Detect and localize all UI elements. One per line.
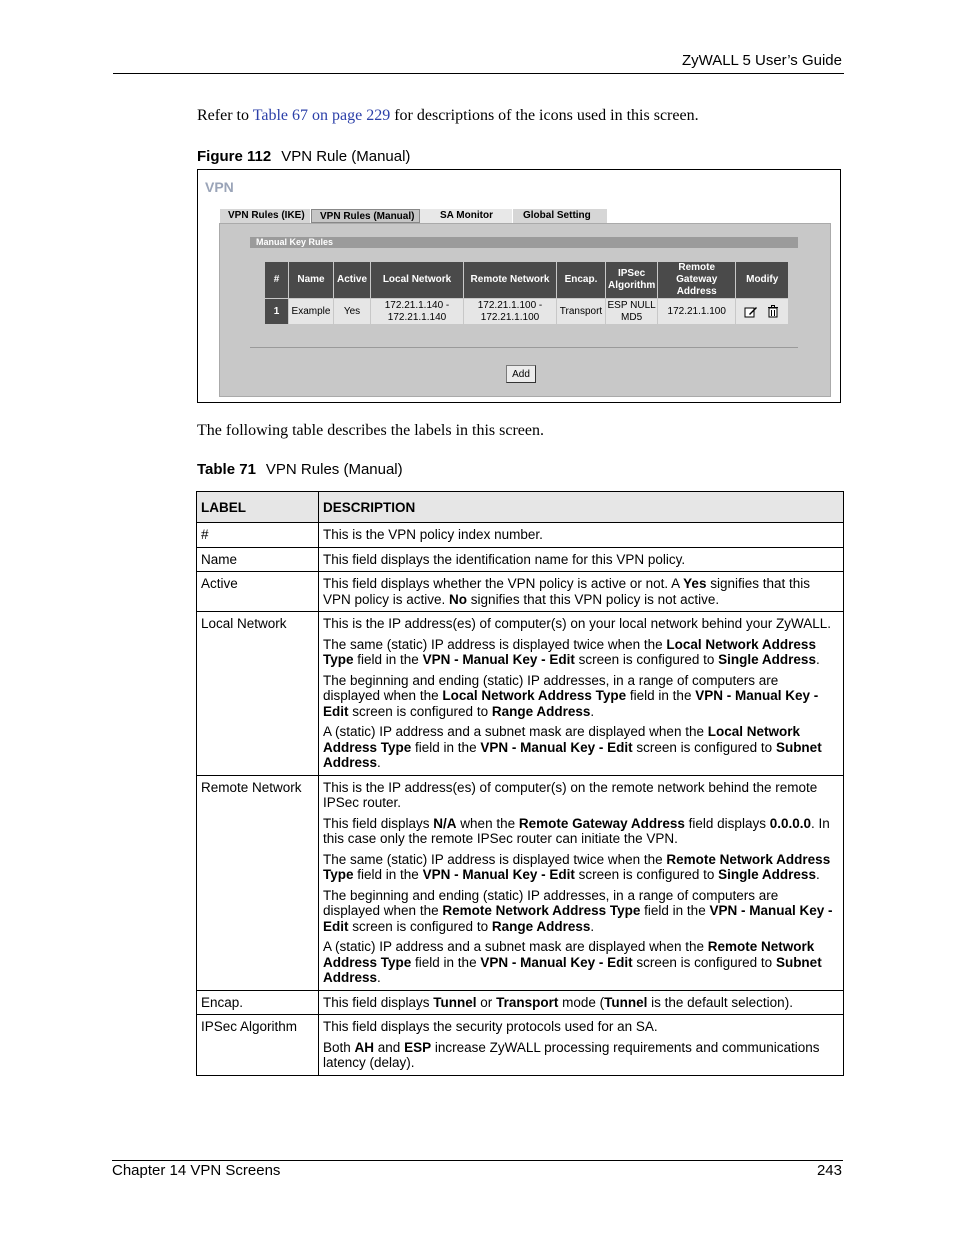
tab-vpn-rules-ike[interactable]: VPN Rules (IKE)	[220, 209, 311, 223]
bold-term: Subnet Address	[323, 954, 822, 985]
text-run: field in the	[411, 739, 481, 755]
text-run: The same (static) IP address is displayed twice when the	[323, 636, 667, 652]
vpn-panel	[219, 223, 831, 397]
text-run: This field displays	[323, 994, 434, 1010]
figure-caption	[197, 148, 410, 165]
following-text: The following table describes the labels in this screen.	[197, 422, 545, 439]
bold-term: VPN - Manual Key - Edit	[480, 954, 633, 970]
description-paragraph	[323, 637, 839, 668]
description-paragraph	[323, 552, 839, 568]
text-run: field in the	[353, 867, 423, 882]
text-run: The same (static) IP address is displayed twice when the	[323, 851, 667, 867]
text-run: .	[377, 755, 381, 770]
cell-index: 1	[265, 299, 289, 325]
row-label: Name	[197, 547, 319, 572]
bold-term: N/A	[433, 815, 457, 831]
table-row	[197, 775, 844, 990]
description-paragraph	[323, 888, 839, 935]
bold-term: Single Address	[718, 867, 816, 882]
table-row	[197, 523, 844, 548]
col-name: Name	[289, 262, 334, 299]
table-row	[197, 612, 844, 776]
row-label: #	[197, 523, 319, 548]
bold-term: Tunnel	[433, 994, 477, 1010]
description-paragraph	[323, 780, 839, 811]
table-title: VPN Rules (Manual)	[265, 461, 403, 478]
text-run: field in the	[640, 903, 710, 918]
bold-term: Local Network Address Type	[442, 688, 627, 703]
vpn-screenshot	[197, 169, 841, 403]
row-description	[319, 990, 844, 1015]
figure-number: Figure 112	[197, 148, 272, 165]
cell-modify	[736, 299, 789, 325]
cell-encap: Transport	[557, 299, 606, 325]
text-run: .	[590, 703, 595, 719]
bold-term: VPN - Manual Key - Edit	[422, 867, 575, 882]
algorithm-esp: ESP NULL	[607, 299, 656, 311]
text-run: screen is configured to	[348, 703, 492, 719]
intro-text: Refer to	[197, 107, 253, 124]
text-run: field displays	[684, 815, 770, 831]
intro-paragraph	[197, 107, 699, 125]
cell-gateway: 172.21.1.100	[658, 299, 736, 325]
text-run: and	[374, 1039, 405, 1055]
algorithm-auth: MD5	[621, 311, 643, 323]
bold-term: VPN - Manual Key - Edit	[323, 903, 833, 934]
desc-header-row	[197, 492, 844, 523]
bold-term: VPN - Manual Key - Edit	[422, 652, 575, 667]
text-run: This field displays whether the VPN policy is active or not. A	[323, 576, 684, 591]
text-run: field in the	[411, 954, 481, 970]
col-remote-network: Remote Network	[464, 262, 557, 299]
table-row	[197, 547, 844, 572]
remote-start: 172.21.1.100 -	[477, 299, 543, 311]
cell-algorithm	[606, 299, 658, 325]
bold-term: Remote Network Address Type	[323, 851, 831, 882]
bold-term: Tunnel	[604, 994, 648, 1010]
description-paragraph	[323, 995, 839, 1011]
manual-key-rules-bar: Manual Key Rules	[250, 237, 798, 248]
manual-rules-table	[264, 261, 789, 325]
col-index: #	[265, 262, 289, 299]
bold-term: VPN - Manual Key - Edit	[323, 688, 819, 719]
text-run: .	[815, 652, 820, 667]
col-local-network: Local Network	[371, 262, 464, 299]
col-ipsec-algorithm: IPSec Algorithm	[606, 262, 658, 299]
table-number: Table 71	[197, 461, 256, 478]
text-run: This is the IP address(es) of computer(s) on the remote network behind the remote IPSec router.	[323, 779, 818, 810]
table-caption	[197, 461, 403, 478]
row-description	[319, 612, 844, 776]
text-run: screen is configured to	[348, 918, 492, 934]
bold-term: Local Network Address Type	[323, 724, 800, 755]
tab-vpn-rules-manual[interactable]: VPN Rules (Manual)	[311, 209, 420, 223]
local-end: 172.21.1.140	[387, 311, 447, 323]
description-paragraph	[323, 527, 839, 543]
header-description: DESCRIPTION	[319, 492, 844, 523]
description-paragraph	[323, 576, 839, 607]
row-description	[319, 775, 844, 990]
intro-text-end: for descriptions of the icons used in this screen.	[390, 107, 699, 124]
table-row	[197, 572, 844, 612]
description-paragraph	[323, 852, 839, 883]
text-run: Both	[323, 1039, 355, 1055]
text-run: .	[377, 970, 381, 985]
page-number: 243	[816, 1162, 842, 1179]
row-label: IPSec Algorithm	[197, 1015, 319, 1076]
footer-chapter: Chapter 14 VPN Screens	[112, 1162, 281, 1179]
vpn-screen-title: VPN	[205, 179, 234, 195]
text-run: field in the	[353, 652, 423, 667]
row-label: Encap.	[197, 990, 319, 1015]
text-run: This field displays	[323, 815, 434, 831]
text-run: signifies that this VPN policy is not active.	[467, 591, 720, 607]
description-paragraph	[323, 673, 839, 720]
vpn-tabs	[220, 209, 608, 223]
bold-term: Yes	[683, 576, 707, 591]
cell-active: Yes	[334, 299, 371, 325]
bold-term: VPN - Manual Key - Edit	[480, 739, 633, 755]
bold-term: Remote Network Address Type	[442, 903, 641, 918]
bold-term: Range Address	[491, 918, 591, 934]
row-label: Remote Network	[197, 775, 319, 990]
text-run: .	[815, 867, 820, 882]
text-run: This field displays the identification name for this VPN policy.	[323, 551, 686, 567]
col-modify: Modify	[736, 262, 789, 299]
cell-local-network	[371, 299, 464, 325]
header-rule	[113, 73, 844, 74]
bold-term: Transport	[496, 994, 559, 1010]
description-paragraph	[323, 1019, 839, 1035]
header-label: LABEL	[197, 492, 319, 523]
col-encap: Encap.	[557, 262, 606, 299]
text-run: The beginning and ending (static) IP addresses, in a range of computers are displayed when the	[323, 887, 779, 918]
row-description	[319, 572, 844, 612]
text-run: screen is configured to	[574, 867, 719, 882]
bold-term: Range Address	[491, 703, 591, 719]
table-row	[265, 299, 789, 325]
text-run: . In this case only the remote IPSec router can initiate the VPN.	[323, 815, 830, 846]
bold-term: Subnet Address	[323, 739, 822, 770]
text-run: This is the VPN policy index number.	[323, 527, 543, 542]
edit-icon[interactable]	[744, 305, 758, 318]
table-row	[197, 1015, 844, 1076]
cell-name: Example	[289, 299, 334, 325]
cell-remote-network	[464, 299, 557, 325]
col-active: Active	[334, 262, 371, 299]
figure-title: VPN Rule (Manual)	[281, 148, 411, 165]
bold-term: ESP	[404, 1039, 432, 1055]
tab-sa-monitor[interactable]: SA Monitor	[420, 209, 513, 223]
text-run: screen is configured to	[632, 954, 776, 970]
row-label: Local Network	[197, 612, 319, 776]
add-button[interactable]: Add	[506, 365, 536, 383]
local-start: 172.21.1.140 -	[384, 299, 450, 311]
text-run: when the	[456, 815, 519, 831]
bold-term: Remote Network Address Type	[323, 939, 815, 970]
row-label: Active	[197, 572, 319, 612]
footer-rule	[112, 1160, 843, 1161]
panel-divider	[250, 347, 798, 348]
row-description	[319, 547, 844, 572]
text-run: .	[590, 918, 595, 934]
trash-icon[interactable]	[766, 305, 780, 318]
text-run: This field displays the security protocols used for an SA.	[323, 1019, 658, 1034]
table-header-row	[265, 262, 789, 299]
description-paragraph	[323, 1040, 839, 1071]
description-table	[196, 491, 844, 1076]
text-run: A (static) IP address and a subnet mask are displayed when the	[323, 724, 708, 739]
running-header: ZyWALL 5 User’s Guide	[681, 52, 842, 69]
description-paragraph	[323, 724, 839, 771]
text-run: is the default selection).	[647, 994, 793, 1010]
bold-term: Local Network Address Type	[323, 636, 816, 667]
text-run: The beginning and ending (static) IP addresses, in a range of computers are displayed when the	[323, 672, 779, 703]
bold-term: 0.0.0.0	[769, 815, 811, 831]
text-run: screen is configured to	[574, 652, 719, 667]
description-paragraph	[323, 816, 839, 847]
bold-term: Remote Gateway Address	[518, 815, 685, 831]
bold-term: Single Address	[718, 652, 816, 667]
text-run: screen is configured to	[632, 739, 776, 755]
tab-global-setting[interactable]: Global Setting	[513, 209, 608, 223]
description-paragraph	[323, 616, 839, 632]
table-67-link[interactable]: Table 67 on page 229	[252, 107, 391, 124]
text-run: signifies that this VPN policy is active.	[323, 576, 811, 607]
text-run: mode (	[558, 994, 605, 1010]
text-run: A (static) IP address and a subnet mask are displayed when the	[323, 939, 708, 954]
table-row	[197, 990, 844, 1015]
text-run: increase ZyWALL processing requirements and communications latency (delay).	[323, 1039, 820, 1070]
text-run: This is the IP address(es) of computer(s) on your local network behind your ZyWALL.	[323, 616, 831, 631]
bold-term: AH	[354, 1039, 375, 1055]
description-paragraph	[323, 939, 839, 986]
col-remote-gateway: Remote Gateway Address	[658, 262, 736, 299]
bold-term: No	[449, 591, 468, 607]
row-description	[319, 523, 844, 548]
remote-end: 172.21.1.100	[480, 311, 540, 323]
text-run: field in the	[626, 688, 696, 703]
text-run: or	[476, 994, 497, 1010]
row-description	[319, 1015, 844, 1076]
